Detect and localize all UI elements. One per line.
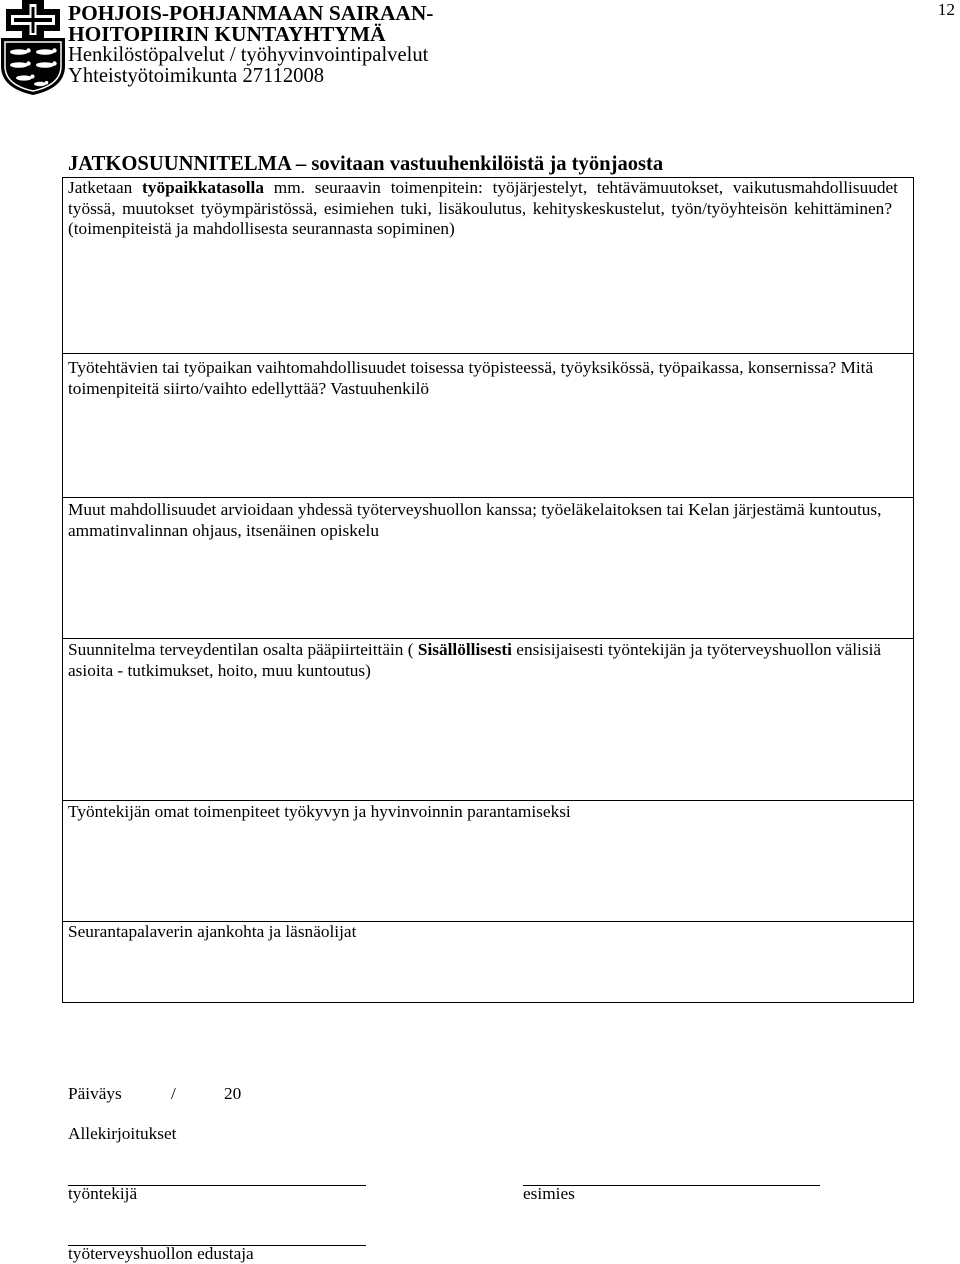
page-title: JATKOSUUNNITELMA – sovitaan vastuuhenkilöistä ja työnjaosta [68, 153, 664, 175]
section-workplace-measures [63, 178, 913, 353]
section-text: mm. seuraavin toimenpitein: työjärjestelyt, tehtävämuutokset, vaikutusmahdollisuudet [264, 178, 898, 197]
section-text: Suunnitelma terveydentilan osalta pääpiirteittäin ( [68, 640, 418, 659]
section-other-options [63, 497, 913, 638]
emphasis-text: Sisällöllisesti [417, 640, 512, 659]
committee-name: Yhteistyötoimikunta 27112008 [68, 65, 325, 87]
section-label-line: toimenpiteitä siirto/vaihto edellyttää? Vastuuhenkilö [68, 378, 430, 398]
section-label-line: asioita - tutkimukset, hoito, muu kuntoutus) [68, 660, 371, 680]
organization-header [68, 3, 433, 87]
employee-signature-label: työntekijä [68, 1184, 138, 1203]
supervisor-signature-label: esimies [523, 1184, 575, 1203]
department-name: Henkilöstöpalvelut / työhyvinvointipalvelut [68, 44, 429, 66]
coat-of-arms-icon [0, 0, 66, 96]
date-label: Päiväys [68, 1084, 122, 1103]
section-label-line: Työntekijän omat toimenpiteet työkyvyn ja hyvinvoinnin parantamiseksi [68, 802, 571, 821]
section-health-plan [63, 638, 913, 800]
date-separator: / [171, 1084, 176, 1103]
section-label-line [68, 640, 913, 661]
section-text: Jatketaan [68, 178, 143, 197]
section-label-line: työssä, muutokset työympäristössä, esimiehen tuki, lisäkoulutus, kehityskeskustelut, työn/työyhteisön kehittäminen? [68, 198, 892, 218]
emphasis-text: työpaikkatasolla [142, 178, 265, 197]
section-text: ensisijaisesti työntekijän ja työterveyshuollon välisiä [511, 640, 882, 659]
section-label-line: Työtehtävien tai työpaikan vaihtomahdollisuudet toisessa työpisteessä, työyksikössä, työpaikassa, konsernissa? Mitä [68, 358, 874, 377]
plan-form-table [62, 177, 914, 1003]
section-job-change-options [63, 353, 913, 497]
signatures-heading: Allekirjoitukset [68, 1124, 177, 1143]
page-number: 12 [937, 0, 955, 19]
section-label-line: ammatinvalinnan ohjaus, itsenäinen opiskelu [68, 520, 379, 540]
org-name-line2: HOITOPIIRIN KUNTAYHTYMÄ [68, 22, 386, 46]
section-label-line: Seurantapalaverin ajankohta ja läsnäolijat [68, 922, 357, 941]
occupational-health-signature-label: työterveyshuollon edustaja [68, 1244, 254, 1263]
section-label-line [68, 178, 898, 199]
org-name-line1: POHJOIS-POHJANMAAN SAIRAAN- [68, 1, 434, 25]
section-follow-up-meeting [63, 921, 913, 1002]
section-label-line: (toimenpiteistä ja mahdollisesta seurannasta sopiminen) [68, 219, 455, 238]
section-label-line: Muut mahdollisuudet arvioidaan yhdessä työterveyshuollon kanssa; työeläkelaitoksen tai Kelan järjestämä kuntoutus, [68, 500, 882, 519]
section-employee-actions [63, 800, 913, 921]
date-year-prefix: 20 [224, 1084, 242, 1103]
